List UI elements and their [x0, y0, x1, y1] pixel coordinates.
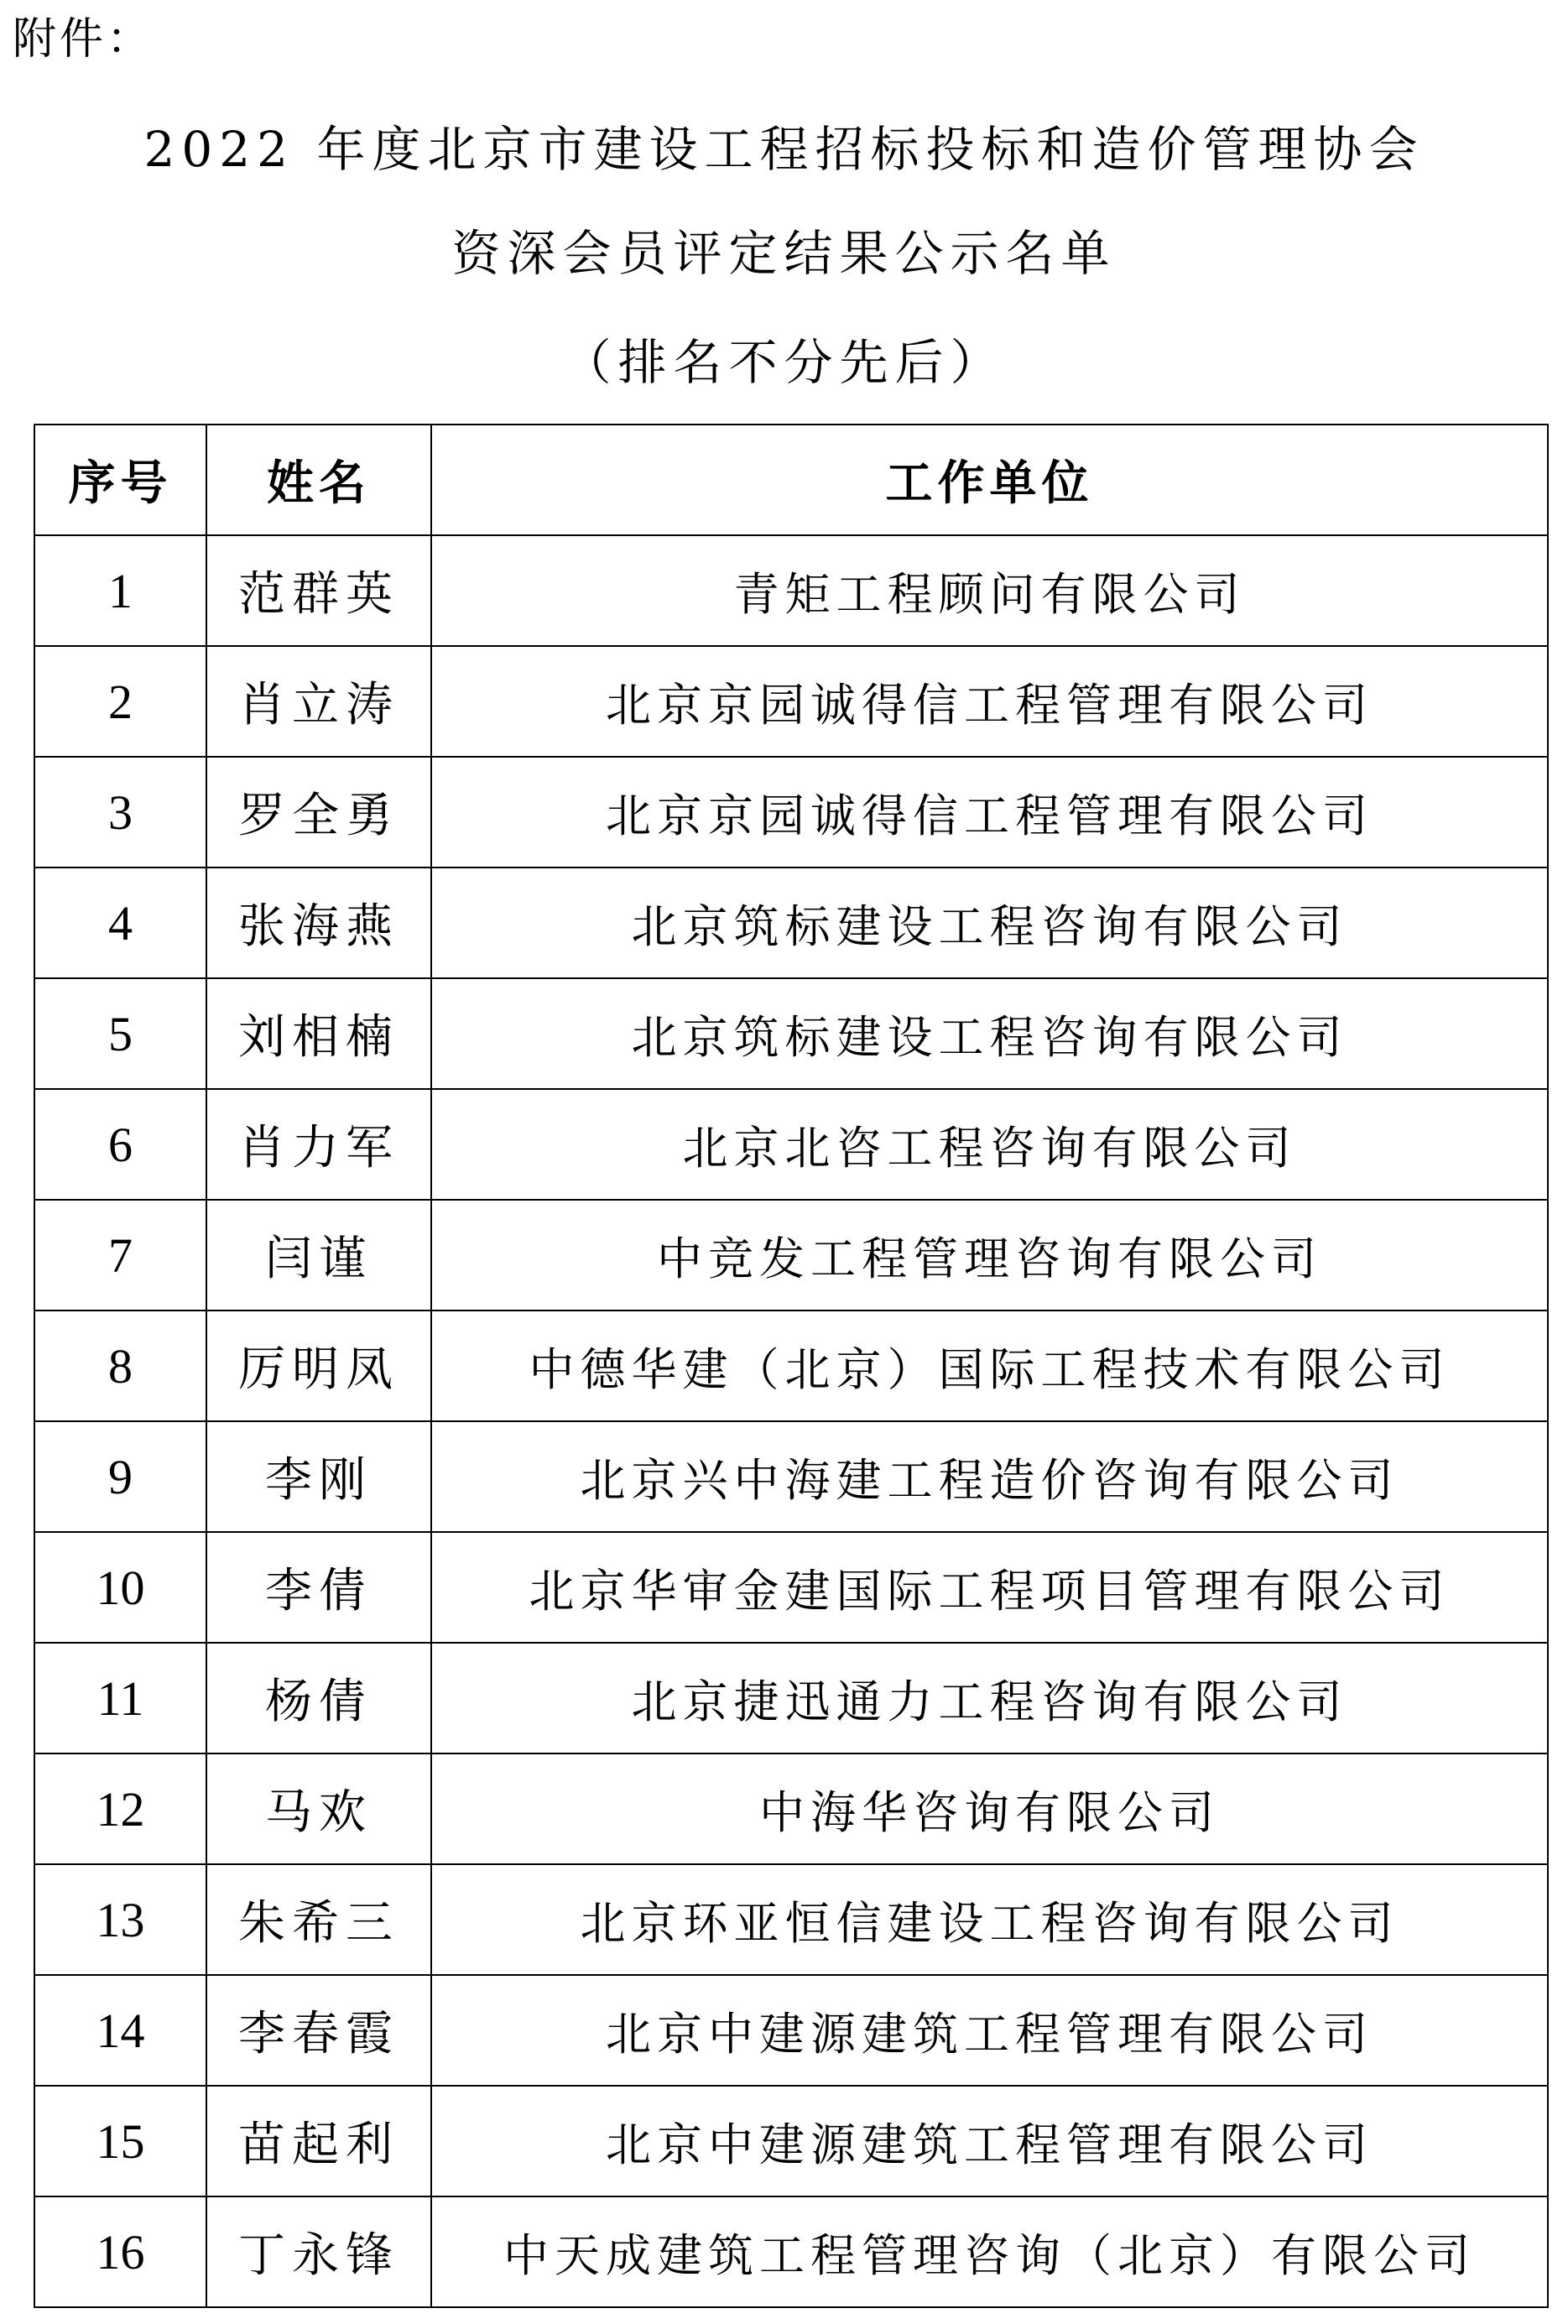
table-row — [34, 1421, 1548, 1532]
member-name: 张海燕 — [206, 868, 431, 978]
member-company: 北京筑标建设工程咨询有限公司 — [431, 868, 1548, 978]
member-company: 北京京园诚得信工程管理有限公司 — [431, 757, 1548, 868]
row-number: 11 — [34, 1643, 206, 1753]
member-company: 中竞发工程管理咨询有限公司 — [431, 1200, 1548, 1311]
member-name: 丁永锋 — [206, 2196, 431, 2307]
member-name: 李春霞 — [206, 1975, 431, 2086]
member-company: 中德华建（北京）国际工程技术有限公司 — [431, 1311, 1548, 1421]
table-row — [34, 1753, 1548, 1864]
member-name: 杨倩 — [206, 1643, 431, 1753]
member-name: 范群英 — [206, 535, 431, 646]
row-number: 7 — [34, 1200, 206, 1311]
table-row — [34, 2196, 1548, 2307]
row-number: 1 — [34, 535, 206, 646]
row-number: 10 — [34, 1532, 206, 1643]
member-company: 中天成建筑工程管理咨询（北京）有限公司 — [431, 2196, 1548, 2307]
table-row — [34, 978, 1548, 1089]
table-header-row — [34, 425, 1548, 535]
member-name: 李倩 — [206, 1532, 431, 1643]
document-title-line-2: 资深会员评定结果公示名单 — [451, 225, 1117, 282]
document-title-note: （排名不分先后） — [562, 334, 1006, 391]
member-name: 朱希三 — [206, 1864, 431, 1975]
table-row — [34, 535, 1548, 646]
header-company: 工作单位 — [431, 425, 1548, 535]
member-company: 北京中建源建筑工程管理有限公司 — [431, 2086, 1548, 2196]
member-company: 北京环亚恒信建设工程咨询有限公司 — [431, 1864, 1548, 1975]
row-number: 13 — [34, 1864, 206, 1975]
row-number: 5 — [34, 978, 206, 1089]
member-company: 青矩工程顾问有限公司 — [431, 535, 1548, 646]
row-number: 2 — [34, 646, 206, 757]
member-company: 北京华审金建国际工程项目管理有限公司 — [431, 1532, 1548, 1643]
member-name: 苗起利 — [206, 2086, 431, 2196]
table-row — [34, 1643, 1548, 1753]
header-name: 姓名 — [206, 425, 431, 535]
row-number: 15 — [34, 2086, 206, 2196]
member-company: 北京京园诚得信工程管理有限公司 — [431, 646, 1548, 757]
table-body — [34, 535, 1548, 2307]
member-company: 北京筑标建设工程咨询有限公司 — [431, 978, 1548, 1089]
table-row — [34, 1532, 1548, 1643]
row-number: 14 — [34, 1975, 206, 2086]
row-number: 16 — [34, 2196, 206, 2307]
member-company: 北京捷迅通力工程咨询有限公司 — [431, 1643, 1548, 1753]
table-row — [34, 868, 1548, 978]
table-row — [34, 1089, 1548, 1200]
row-number: 4 — [34, 868, 206, 978]
row-number: 6 — [34, 1089, 206, 1200]
member-name: 厉明凤 — [206, 1311, 431, 1421]
member-company: 北京中建源建筑工程管理有限公司 — [431, 1975, 1548, 2086]
table-row — [34, 1200, 1548, 1311]
row-number: 9 — [34, 1421, 206, 1532]
row-number: 8 — [34, 1311, 206, 1421]
table-row — [34, 757, 1548, 868]
member-name: 肖力军 — [206, 1089, 431, 1200]
member-company: 北京兴中海建工程造价咨询有限公司 — [431, 1421, 1548, 1532]
table-row — [34, 2086, 1548, 2196]
table-row — [34, 1864, 1548, 1975]
attachment-label: 附件： — [13, 14, 154, 65]
header-number: 序号 — [34, 425, 206, 535]
member-name: 罗全勇 — [206, 757, 431, 868]
table-row — [34, 1975, 1548, 2086]
table-row — [34, 646, 1548, 757]
member-company: 北京北咨工程咨询有限公司 — [431, 1089, 1548, 1200]
member-company: 中海华咨询有限公司 — [431, 1753, 1548, 1864]
member-name: 肖立涛 — [206, 646, 431, 757]
table-row — [34, 1311, 1548, 1421]
member-name: 马欢 — [206, 1753, 431, 1864]
row-number: 12 — [34, 1753, 206, 1864]
document-title-line-1: 2022 年度北京市建设工程招标投标和造价管理协会 — [143, 121, 1425, 178]
member-name: 李刚 — [206, 1421, 431, 1532]
row-number: 3 — [34, 757, 206, 868]
member-name: 刘相楠 — [206, 978, 431, 1089]
member-name: 闫谨 — [206, 1200, 431, 1311]
member-table — [34, 424, 1549, 2308]
